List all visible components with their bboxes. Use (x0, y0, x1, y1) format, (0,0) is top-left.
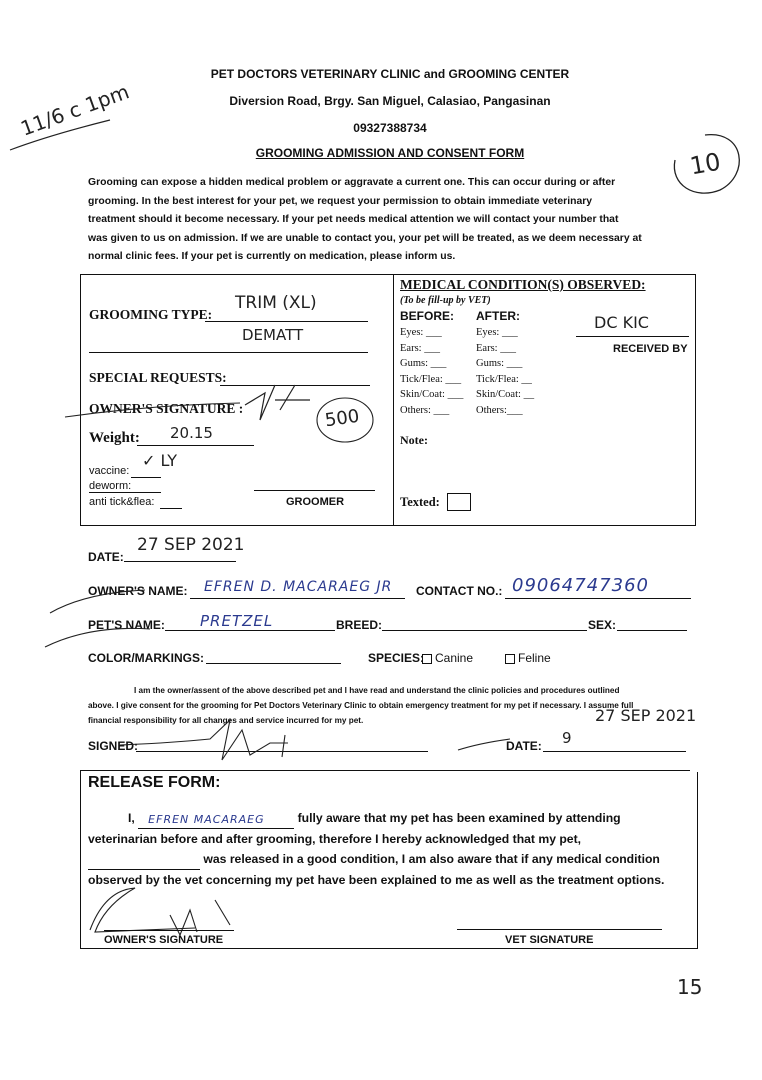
after-row: Gums: ___ (476, 358, 523, 370)
release-line (88, 849, 688, 870)
release-owner-name-line (138, 814, 294, 829)
before-row: Gums: ___ (400, 358, 447, 370)
before-row: Tick/Flea: ___ (400, 373, 462, 385)
intro-line: normal clinic fees. If your pet is currently on medication, please inform us. (88, 251, 456, 263)
consent-line: above. I give consent for the grooming for Pet Doctors Veterinary Clinic to obtain emergency treatment for my pet if necessary. I assume full (88, 701, 634, 710)
sex-line (617, 630, 687, 631)
vet-signature-line (457, 929, 662, 930)
vet-signature-label: VET SIGNATURE (505, 934, 594, 946)
consent-date-mark: 9 (562, 729, 572, 747)
vaccine-label: vaccine: (89, 465, 130, 477)
date-line (124, 561, 236, 562)
texted-checkbox[interactable] (447, 493, 471, 511)
grooming-type-value: TRIM (XL) (235, 293, 317, 313)
clinic-name: PET DOCTORS VETERINARY CLINIC and GROOMING CENTER (210, 67, 570, 81)
medical-condition-subtitle: (To be fill-up by VET) (400, 295, 491, 306)
after-row: Tick/Flea: __ (476, 373, 532, 385)
sex-label: SEX: (588, 618, 617, 632)
intro-line: treatment should it become necessary. If your pet needs medical attention we will contact your number that (88, 214, 619, 226)
received-by-value: DC KIC (594, 313, 649, 332)
release-owner-signature-label: OWNER'S SIGNATURE (104, 934, 224, 946)
canine-label: Canine (435, 651, 474, 665)
canine-checkbox[interactable] (422, 654, 432, 664)
intro-paragraph (88, 174, 696, 267)
release-bottom-line (80, 948, 698, 949)
weight-label: Weight: (89, 430, 140, 446)
groomer-line (254, 490, 375, 491)
release-line1-text: fully aware that my pet has been examined by attending (297, 811, 621, 825)
medical-condition-title: MEDICAL CONDITION(S) OBSERVED: (400, 277, 646, 292)
after-label: AFTER: (476, 309, 520, 323)
clinic-address: Diversion Road, Brgy. San Miguel, Calasiao, Pangasinan (229, 94, 551, 108)
groomer-label: GROOMER (286, 496, 345, 508)
owner-name-value: EFREN D. MACARAEG JR (204, 579, 393, 595)
color-markings-line (206, 663, 341, 664)
owner-name-label: OWNER'S NAME: (88, 584, 188, 598)
pet-name-strike (40, 615, 160, 655)
anti-tick-label: anti tick&flea: (89, 496, 155, 508)
after-row: Skin/Coat: __ (476, 389, 535, 401)
before-conditions (400, 325, 463, 419)
contact-label: CONTACT NO.: (416, 584, 503, 598)
owner-signature-line (104, 930, 234, 931)
deworm-line (89, 492, 161, 493)
signed-label: SIGNED: (88, 739, 139, 753)
release-line (88, 808, 688, 829)
after-row: Ears: ___ (476, 342, 516, 354)
circled-number: 10 (687, 147, 723, 181)
release-owner-name: EFREN MACARAEG (148, 812, 265, 826)
owner-name-line (190, 598, 405, 599)
before-row: Ears: ___ (400, 342, 440, 354)
weight-value: 20.15 (170, 424, 213, 442)
before-label: BEFORE: (400, 309, 454, 323)
grooming-type-line-2 (89, 352, 368, 353)
release-line3-text: was released in a good condition, I am also aware that if any medical condition (203, 852, 660, 866)
vaccine-value: ✓ LY (142, 451, 178, 470)
grooming-type-line (205, 321, 368, 322)
consent-date-label: DATE: (506, 739, 542, 753)
feline-label: Feline (518, 651, 551, 665)
date-label: DATE: (88, 550, 124, 564)
deworm-label: deworm: (89, 480, 132, 492)
contact-value: 09064747360 (512, 575, 649, 596)
consent-signature (110, 715, 330, 770)
after-row: Others:___ (476, 404, 523, 416)
owner-signature-label: OWNER'S SIGNATURE : (89, 401, 244, 416)
consent-date-line (543, 751, 686, 752)
release-top-line (80, 770, 690, 771)
pet-name-line (165, 630, 335, 631)
feline-checkbox[interactable] (505, 654, 515, 664)
release-i: I, (128, 811, 135, 825)
release-line: observed by the vet concerning my pet have been explained to me as well as the treatment options. (88, 872, 665, 887)
vaccine-line (131, 477, 161, 478)
release-paragraph (88, 808, 688, 890)
before-row: Skin/Coat: ___ (400, 389, 464, 401)
pet-name-value: PRETZEL (200, 612, 274, 630)
note-label: Note: (400, 433, 428, 447)
received-by-line (576, 336, 689, 337)
consent-line: financial responsibility for all changes and service incurred for my pet. (88, 716, 364, 725)
consent-date-value: 27 SEP 2021 (595, 706, 697, 725)
page-number: 15 (677, 975, 703, 999)
after-conditions (476, 325, 534, 419)
species-label: SPECIES: (368, 651, 425, 665)
pet-name-label: PET'S NAME: (88, 618, 165, 632)
release-line: veterinarian before and after grooming, therefore I hereby acknowledged that my pet, (88, 831, 582, 846)
breed-line (382, 630, 587, 631)
special-requests-label: SPECIAL REQUESTS: (89, 370, 227, 385)
release-title: RELEASE FORM: (88, 774, 221, 791)
after-row: Eyes: ___ (476, 327, 518, 338)
intro-line: Grooming can expose a hidden medical problem or aggravate a current one. This can occur during or after (88, 177, 616, 188)
breed-label: BREED: (336, 618, 383, 632)
consent-date-strike (455, 735, 515, 755)
before-row: Eyes: ___ (400, 327, 442, 338)
color-markings-label: COLOR/MARKINGS: (88, 651, 204, 665)
anti-tick-line (160, 508, 182, 509)
release-right-border (697, 772, 698, 948)
top-left-handwritten-note: 11/6 c 1pm (17, 79, 133, 141)
consent-line: I am the owner/assent of the above described pet and I have read and understand the clinic policies and procedures outlined (134, 686, 620, 695)
intro-line: was given to us on admission. If we are unable to contact you, your pet will be treated, as we deem necessary at (88, 232, 642, 244)
grooming-type-label: GROOMING TYPE: (89, 307, 213, 322)
canine-option[interactable] (422, 651, 473, 665)
release-left-border (80, 770, 81, 948)
intro-line: grooming. In the best interest for your pet, we request your permission to obtain immediate veterinary (88, 195, 593, 207)
contact-line (505, 598, 691, 599)
form-title: GROOMING ADMISSION AND CONSENT FORM (255, 146, 525, 160)
release-owner-signature (85, 880, 255, 940)
weight-line (137, 445, 254, 446)
date-value: 27 SEP 2021 (137, 535, 245, 555)
received-by-label: RECEIVED BY (613, 343, 688, 355)
release-pet-line (88, 857, 200, 870)
price-value: 500 (323, 405, 361, 432)
owner-name-strike (45, 578, 155, 618)
clinic-phone: 09327388734 (353, 121, 427, 135)
texted-label: Texted: (400, 495, 440, 509)
before-row: Others: ___ (400, 404, 450, 416)
grooming-type-value-2: DEMATT (242, 326, 304, 344)
box-divider (393, 274, 394, 525)
feline-option[interactable] (505, 651, 551, 665)
